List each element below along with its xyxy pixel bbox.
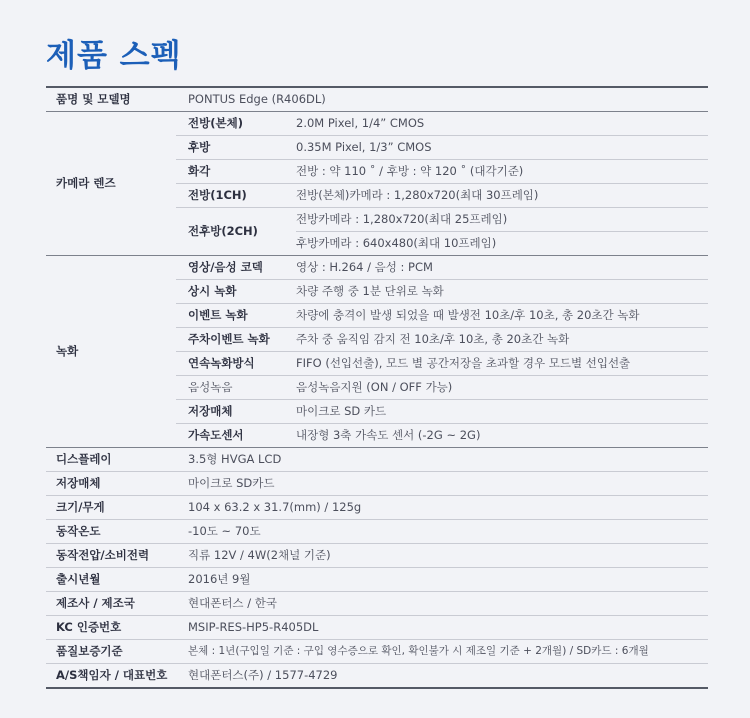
group-label-camera-lens: 카메라 렌즈 bbox=[46, 112, 176, 256]
spec-value: 직류 12V / 4W(2채널 기준) bbox=[176, 544, 708, 568]
spec-label: 출시년월 bbox=[46, 568, 176, 592]
sub-label: 전후방(2CH) bbox=[176, 208, 296, 256]
spec-row-model bbox=[46, 87, 708, 112]
spec-value: 음성녹음지원 (ON / OFF 가능) bbox=[296, 376, 708, 400]
sub-label: 주차이벤트 녹화 bbox=[176, 328, 296, 352]
spec-row bbox=[46, 664, 708, 689]
spec-row bbox=[46, 592, 708, 616]
spec-value: MSIP-RES-HP5-R405DL bbox=[176, 616, 708, 640]
spec-value: 주차 중 움직임 감지 전 10초/후 10초, 총 20초간 녹화 bbox=[296, 328, 708, 352]
sub-label: 음성녹음 bbox=[176, 376, 296, 400]
spec-value: 104 x 63.2 x 31.7(mm) / 125g bbox=[176, 496, 708, 520]
spec-value: 내장형 3축 가속도 센서 (-2G ~ 2G) bbox=[296, 424, 708, 448]
spec-value: -10도 ~ 70도 bbox=[176, 520, 708, 544]
spec-row bbox=[46, 568, 708, 592]
spec-label: A/S책임자 / 대표번호 bbox=[46, 664, 176, 689]
spec-label: 크기/무게 bbox=[46, 496, 176, 520]
spec-label: 품질보증기준 bbox=[46, 640, 176, 664]
sub-label: 화각 bbox=[176, 160, 296, 184]
spec-value: 현대폰터스 / 한국 bbox=[176, 592, 708, 616]
spec-label: 제조사 / 제조국 bbox=[46, 592, 176, 616]
spec-row-camera bbox=[46, 112, 708, 136]
spec-value: 전방(본체)카메라 : 1,280x720(최대 30프레임) bbox=[296, 184, 708, 208]
sub-label: 상시 녹화 bbox=[176, 280, 296, 304]
spec-value: 본체 : 1년(구입일 기준 : 구입 영수증으로 확인, 확인불가 시 제조일 기준 + 2개월) / SD카드 : 6개월 bbox=[176, 640, 708, 664]
sub-label: 저장매체 bbox=[176, 400, 296, 424]
spec-value: 영상 : H.264 / 음성 : PCM bbox=[296, 256, 708, 280]
spec-row bbox=[46, 496, 708, 520]
spec-row bbox=[46, 544, 708, 568]
spec-value: 2016년 9월 bbox=[176, 568, 708, 592]
sub-label: 전방(본체) bbox=[176, 112, 296, 136]
spec-label: 동작온도 bbox=[46, 520, 176, 544]
spec-value: 현대폰터스(주) / 1577-4729 bbox=[176, 664, 708, 689]
sub-label: 연속녹화방식 bbox=[176, 352, 296, 376]
spec-row bbox=[46, 616, 708, 640]
spec-value: 마이크로 SD 카드 bbox=[296, 400, 708, 424]
spec-label: 저장매체 bbox=[46, 472, 176, 496]
spec-value: 전방카메라 : 1,280x720(최대 25프레임) bbox=[296, 208, 708, 232]
spec-value: 0.35M Pixel, 1/3” CMOS bbox=[296, 136, 708, 160]
spec-value: 후방카메라 : 640x480(최대 10프레임) bbox=[296, 232, 708, 256]
sub-label: 영상/음성 코덱 bbox=[176, 256, 296, 280]
spec-value: 차량에 충격이 발생 되었을 때 발생전 10초/후 10초, 총 20초간 녹화 bbox=[296, 304, 708, 328]
spec-row bbox=[46, 472, 708, 496]
sub-label: 후방 bbox=[176, 136, 296, 160]
spec-row bbox=[46, 520, 708, 544]
group-label-recording: 녹화 bbox=[46, 256, 176, 448]
page-title: 제품 스펙 bbox=[46, 38, 182, 74]
spec-label: KC 인증번호 bbox=[46, 616, 176, 640]
spec-row-recording bbox=[46, 256, 708, 280]
sub-label: 이벤트 녹화 bbox=[176, 304, 296, 328]
spec-value: 3.5형 HVGA LCD bbox=[176, 448, 708, 472]
spec-value: 전방 : 약 110 ˚ / 후방 : 약 120 ˚ (대각기준) bbox=[296, 160, 708, 184]
spec-label: 동작전압/소비전력 bbox=[46, 544, 176, 568]
spec-value: FIFO (선입선출), 모드 별 공간저장을 초과할 경우 모드별 선입선출 bbox=[296, 352, 708, 376]
spec-label: 품명 및 모델명 bbox=[46, 87, 176, 112]
sub-label: 가속도센서 bbox=[176, 424, 296, 448]
sub-label: 전방(1CH) bbox=[176, 184, 296, 208]
spec-row bbox=[46, 640, 708, 664]
spec-value: 2.0M Pixel, 1/4” CMOS bbox=[296, 112, 708, 136]
spec-table bbox=[46, 86, 708, 689]
spec-value: 마이크로 SD카드 bbox=[176, 472, 708, 496]
spec-row bbox=[46, 448, 708, 472]
spec-value: PONTUS Edge (R406DL) bbox=[176, 87, 708, 112]
spec-value: 차량 주행 중 1분 단위로 녹화 bbox=[296, 280, 708, 304]
spec-label: 디스플레이 bbox=[46, 448, 176, 472]
